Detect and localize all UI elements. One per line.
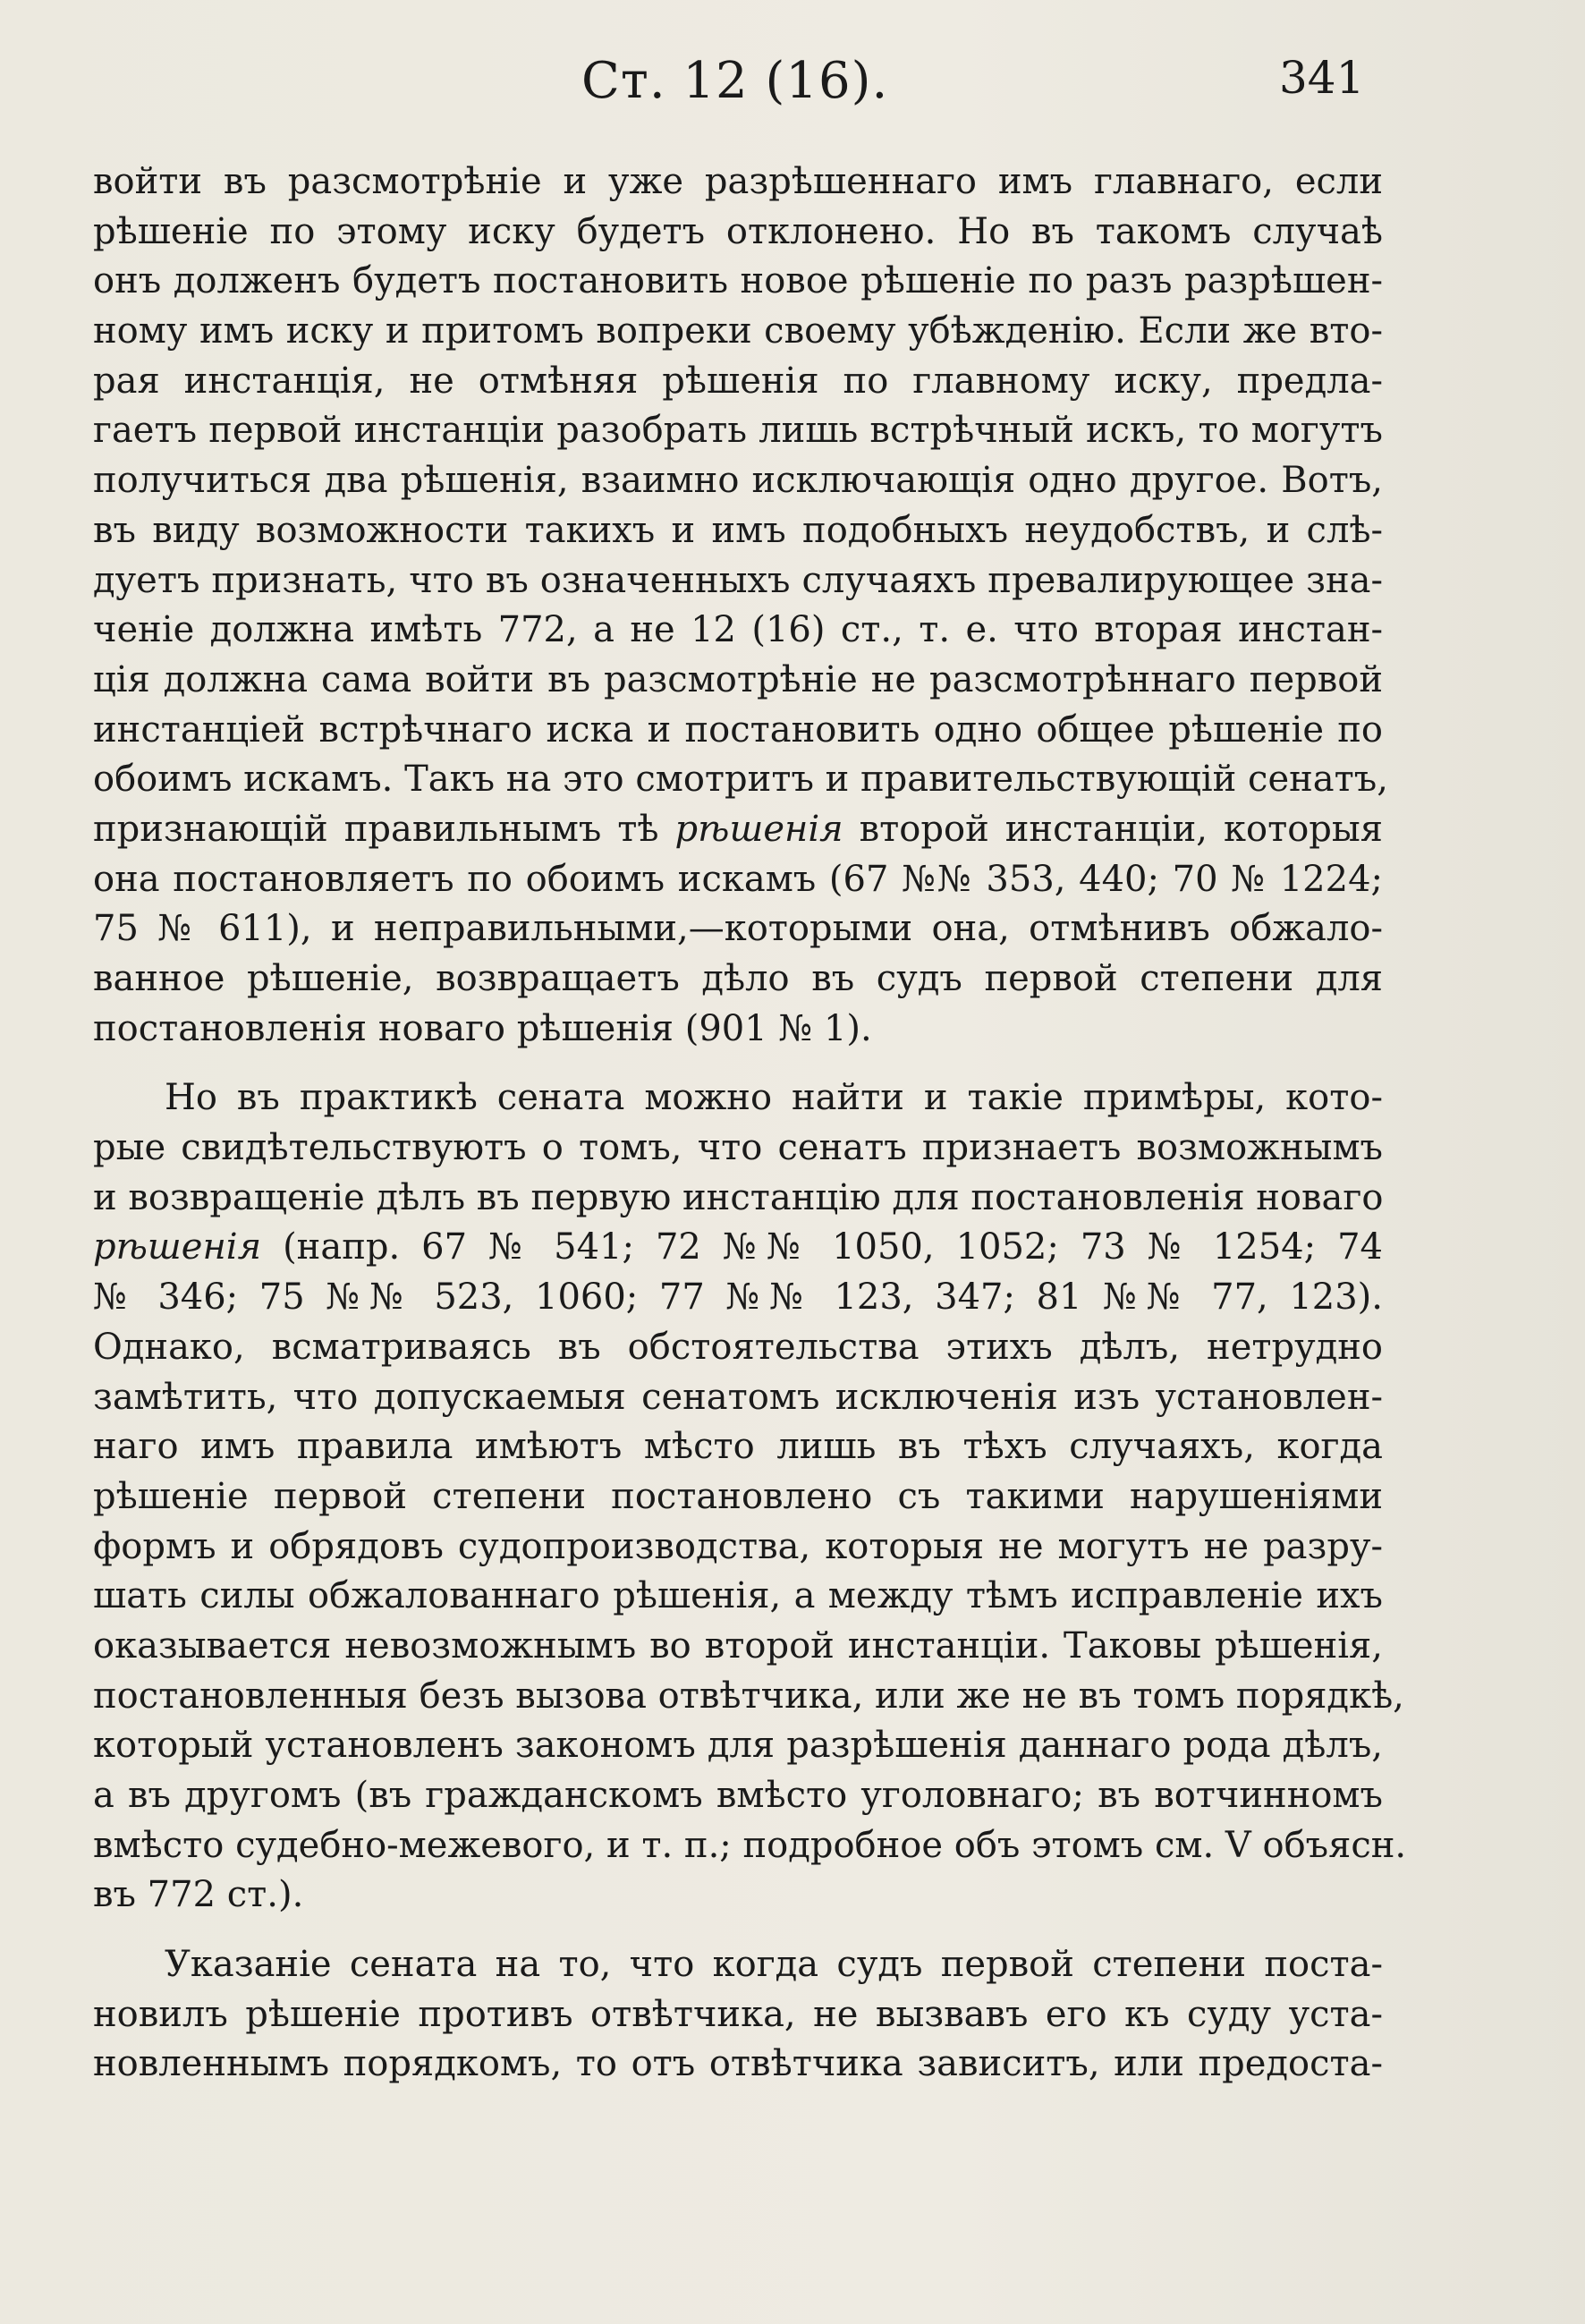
text-line: постановленныя безъ вызова отвѣтчика, или же не въ томъ порядкѣ, — [93, 1675, 1404, 1717]
text-line: въ 772 ст.). — [93, 1874, 304, 1916]
text-line: замѣтить, что допускаемыя сенатомъ исключенія изъ установлен- — [93, 1376, 1383, 1418]
text-line: гаетъ первой инстанціи разобрать лишь встрѣчный искъ, то могутъ — [93, 410, 1383, 452]
text-line: 75 № 611), и неправильными,—которыми она, отмѣнивъ обжало- — [93, 908, 1383, 950]
paragraph-gap — [93, 1054, 1383, 1073]
text-line: Указаніе сената на то, что когда судъ первой степени поста- — [165, 1944, 1383, 1986]
text-line: рѣшеніе по этому иску будетъ отклонено. Но въ такомъ случаѣ — [93, 210, 1383, 252]
text-line: ному имъ иску и притомъ вопреки своему убѣжденію. Если же вто- — [93, 310, 1383, 352]
text-line: она постановляетъ по обоимъ искамъ (67 №№ 353, 440; 70 № 1224; — [93, 858, 1383, 900]
body-text — [93, 157, 1407, 2090]
running-title: Ст. 12 (16). — [581, 52, 889, 110]
text-line: онъ долженъ будетъ постановить новое рѣшеніе по разъ разрѣшен- — [93, 260, 1383, 302]
text-line: формъ и обрядовъ судопроизводства, которыя не могутъ не разру- — [93, 1525, 1383, 1567]
text-line: войти въ разсмотрѣніе и уже разрѣшеннаго имъ главнаго, если — [93, 161, 1383, 202]
paragraph-3 — [93, 1940, 1383, 2090]
text-line: дуетъ признать, что въ означенныхъ случаяхъ превалирующее зна- — [93, 559, 1383, 601]
text-line: ванное рѣшеніе, возвращаетъ дѣло въ судъ первой степени для — [93, 958, 1383, 999]
text-line: рые свидѣтельствуютъ о томъ, что сенатъ признаетъ возможнымъ — [93, 1127, 1383, 1169]
text-line: инстанціей встрѣчнаго иска и постановить одно общее рѣшеніе по — [93, 708, 1383, 751]
text-line: постановленія новаго рѣшенія (901 № 1). — [93, 1007, 872, 1049]
page-number: 341 — [1279, 52, 1365, 104]
text-line: рая инстанція, не отмѣняя рѣшенія по главному иску, предла- — [93, 360, 1383, 402]
text-line: Однако, всматриваясь въ обстоятельства этихъ дѣлъ, нетрудно — [93, 1326, 1383, 1368]
paragraph-2 — [93, 1073, 1407, 1921]
text-line: новленнымъ порядкомъ, то отъ отвѣтчика зависитъ, или предоста- — [93, 2043, 1383, 2085]
text-line: въ виду возможности такихъ и имъ подобныхъ неудобствъ, и слѣ- — [93, 509, 1383, 551]
text-line: ченіе должна имѣть 772, а не 12 (16) ст., т. е. что вторая инстан- — [93, 609, 1383, 651]
text-run: второй инстанціи, которыя — [843, 808, 1383, 850]
text-line: оказывается невозможнымъ во второй инстанціи. Таковы рѣшенія, — [93, 1624, 1383, 1667]
text-line: и возвращеніе дѣлъ въ первую инстанцію для постановленія новаго — [93, 1176, 1384, 1218]
text-line: а въ другомъ (въ гражданскомъ вмѣсто уголовнаго; въ вотчинномъ — [93, 1775, 1383, 1816]
page-header — [0, 52, 1585, 115]
text-line: обоимъ искамъ. Такъ на это смотритъ и правительствующій сенатъ, — [93, 759, 1388, 801]
text-line: рѣшеніе первой степени постановлено съ такими нарушеніями — [93, 1475, 1383, 1517]
emphasized-word: рѣшенія — [674, 808, 843, 850]
text-run: признающій правильнымъ тѣ — [93, 808, 675, 850]
emphasized-word: рѣшенія — [93, 1226, 262, 1268]
text-line: вмѣсто судебно-межевого, и т. п.; подробное объ этомъ см. V объясн. — [93, 1824, 1407, 1866]
text-line: шать силы обжалованнаго рѣшенія, а между тѣмъ исправленіе ихъ — [93, 1575, 1383, 1617]
text-line: новилъ рѣшеніе противъ отвѣтчика, не вызвавъ его къ суду уста- — [93, 1993, 1383, 2035]
text-line: который установленъ закономъ для разрѣшенія даннаго рода дѣлъ, — [93, 1725, 1383, 1767]
text-line-with-emphasis — [93, 1223, 1383, 1273]
paragraph-gap — [93, 1921, 1383, 1940]
text-run: (напр. 67 № 541; 72 №№ 1050, 1052; 73 № 1254; 74 — [261, 1226, 1383, 1268]
paragraph-1 — [93, 157, 1388, 1054]
text-line-with-emphasis — [93, 805, 1383, 855]
text-line: ція должна сама войти въ разсмотрѣніе не разсмотрѣннаго первой — [93, 658, 1383, 700]
text-line: наго имъ правила имѣютъ мѣсто лишь въ тѣхъ случаяхъ, когда — [93, 1426, 1383, 1468]
text-line: Но въ практикѣ сената можно найти и такіе примѣры, кото- — [165, 1077, 1383, 1119]
text-line: получиться два рѣшенія, взаимно исключающія одно другое. Вотъ, — [93, 460, 1383, 502]
text-line: № 346; 75 №№ 523, 1060; 77 №№ 123, 347; 81 №№ 77, 123). — [93, 1277, 1383, 1319]
